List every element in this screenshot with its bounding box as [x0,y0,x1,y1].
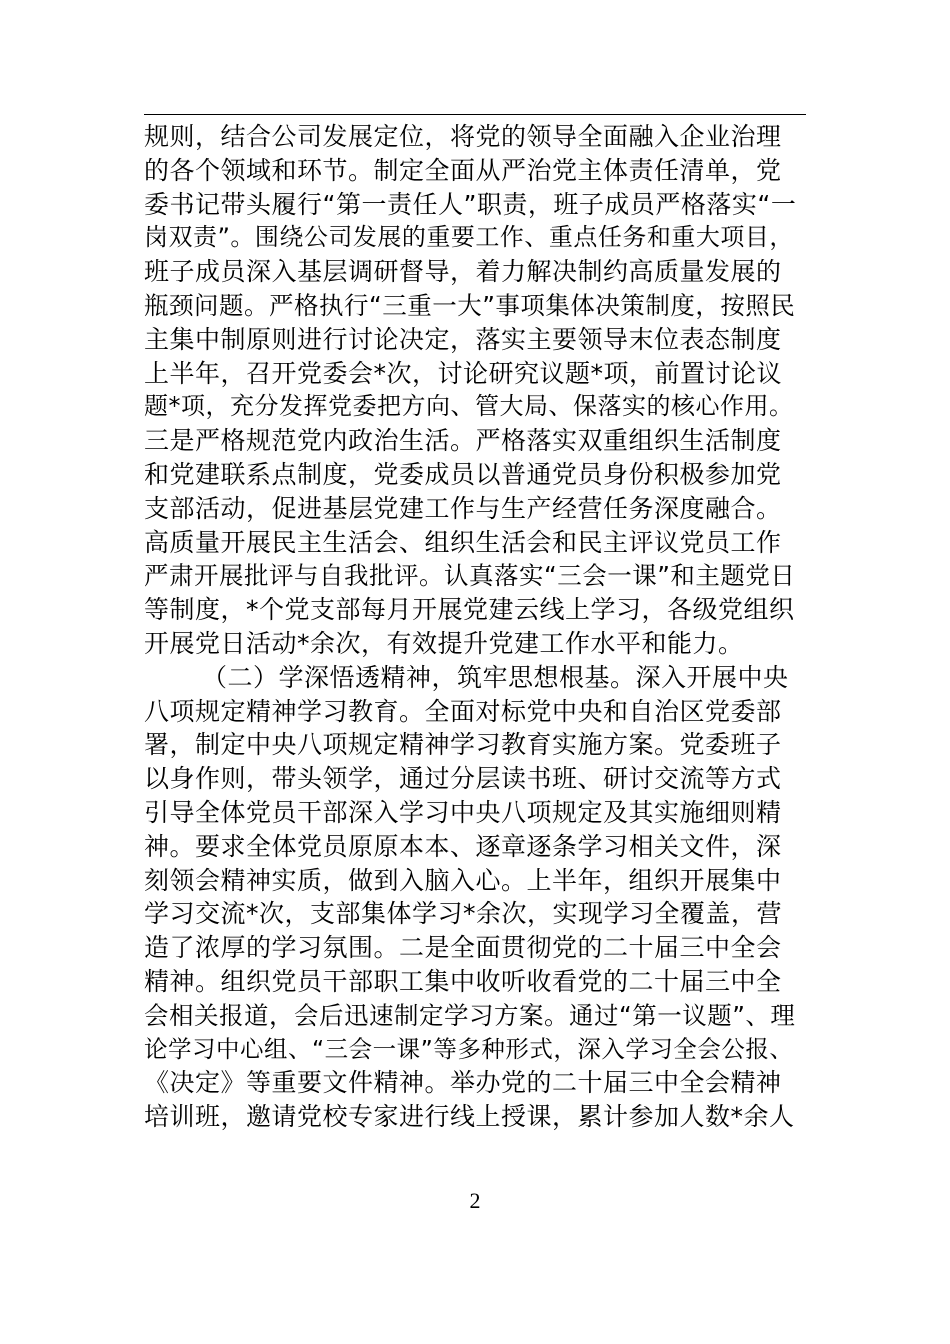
document-body [144,120,806,1134]
page-number: 2 [469,1188,481,1213]
text-line: 精神。组织党员干部职工集中收听收看党的二十届三中全 [144,966,782,996]
text-line: 上半年，召开党委会*次，讨论研究议题*项，前置讨论议 [144,358,783,388]
text-line: 造了浓厚的学习氛围。二是全面贯彻党的二十届三中全会 [144,933,782,963]
text-line: 以身作则，带头领学，通过分层读书班、研讨交流等方式 [144,764,782,794]
text-line: 严肃开展批评与自我批评。认真落实“三会一课”和主题党日 [144,561,796,591]
text-line: 的各个领域和环节。制定全面从严治党主体责任清单，党 [144,155,782,185]
text-line: 规则，结合公司发展定位，将党的领导全面融入企业治理 [144,122,782,151]
text-line: 神。要求全体党员原原本本、逐章逐条学习相关文件，深 [144,831,782,861]
text-line: 八项规定精神学习教育。全面对标党中央和自治区党委部 [144,696,782,726]
text-line: 岗双责”。围绕公司发展的重要工作、重点任务和重大项目， [144,223,794,252]
text-line: 署，制定中央八项规定精神学习教育实施方案。党委班子 [144,730,782,760]
text-line: 瓶颈问题。严格执行“三重一大”事项集体决策制度，按照民 [144,290,796,320]
text-line: 刻领会精神实质，做到入脑入心。上半年，组织开展集中 [144,865,782,895]
text-line: 支部活动，促进基层党建工作与生产经营任务深度融合。 [144,493,782,523]
text-line: 和党建联系点制度，党委成员以普通党员身份积极参加党 [144,459,782,489]
text-line: 开展党日活动*余次，有效提升党建工作水平和能力。 [144,628,744,658]
text-line: 培训班，邀请党校专家进行线上授课，累计参加人数*余人 [144,1102,795,1132]
section-heading-line: （二）学深悟透精神，筑牢思想根基。深入开展中央 [202,662,789,692]
text-line: 会相关报道，会后迅速制定学习方案。通过“第一议题”、理 [144,1000,796,1030]
text-line: 三是严格规范党内政治生活。严格落实双重组织生活制度 [144,426,782,456]
text-line: 《决定》等重要文件精神。举办党的二十届三中全会精神 [144,1068,782,1098]
text-line: 学习交流*次，支部集体学习*余次，实现学习全覆盖，营 [144,899,783,929]
text-line: 委书记带头履行“第一责任人”职责，班子成员严格落实“一 [144,189,797,219]
text-line: 班子成员深入基层调研督导，着力解决制约高质量发展的 [144,257,782,287]
text-line: 题*项，充分发挥党委把方向、管大局、保落实的核心作用。 [144,392,794,421]
header-rule [144,114,806,115]
text-line: 引导全体党员干部深入学习中央八项规定及其实施细则精 [144,797,782,827]
text-line: 主集中制原则进行讨论决定，落实主要领导末位表态制度 [144,324,782,354]
text-line: 论学习中心组、“三会一课”等多种形式，深入学习全会公报、 [144,1034,794,1063]
text-line: 等制度，*个党支部每月开展党建云线上学习，各级党组织 [144,595,795,625]
text-line: 高质量开展民主生活会、组织生活会和民主评议党员工作 [144,527,782,557]
